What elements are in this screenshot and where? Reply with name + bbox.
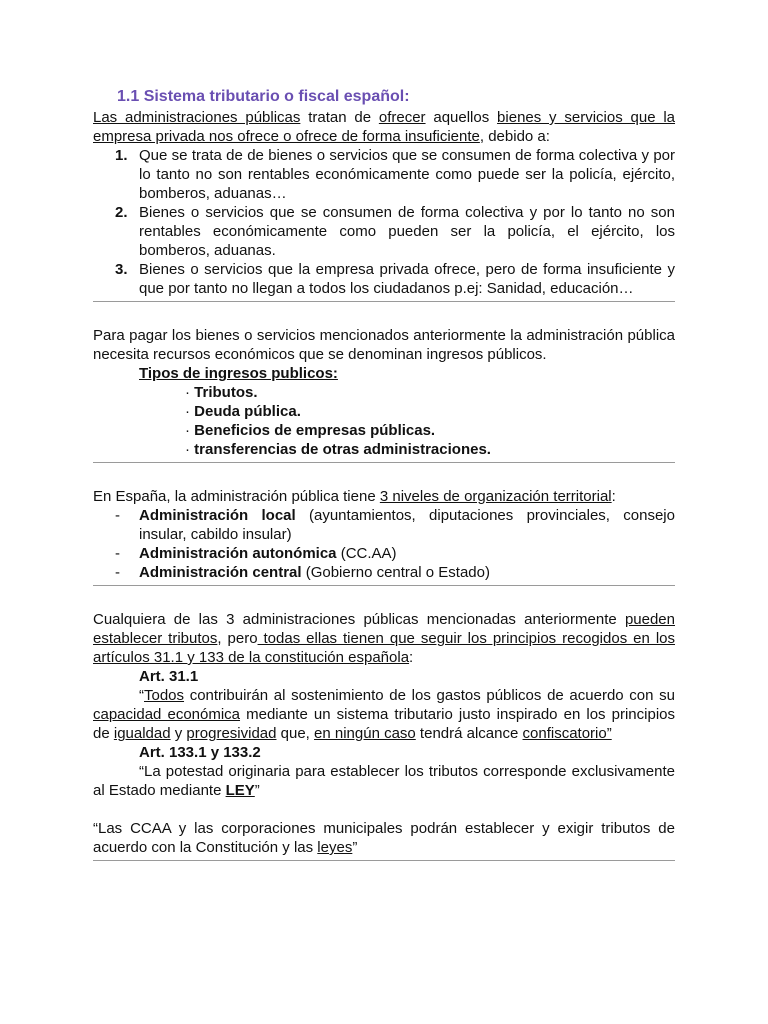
- cualquiera-underlined-principios: todas ellas tienen que seguir los principios recogidos en los artículos 31.1 y 133 de la constitución española: [93, 630, 675, 666]
- bullet-dot: ·: [185, 384, 195, 401]
- quote-text: mediante un sistema tributario justo inspirado en los principios de: [93, 706, 675, 742]
- dash-bullet: -: [115, 507, 120, 524]
- list-item-text: Deuda pública.: [194, 403, 301, 420]
- nivel-name: Administración autonómica: [139, 545, 337, 562]
- espana-underlined-niveles: 3 niveles de organización territorial: [379, 488, 612, 505]
- nivel-description: (ayuntamientos, diputaciones provinciales, consejo insular, cabildo insular): [139, 507, 675, 543]
- intro-text: , debido a:: [479, 128, 550, 145]
- underlined-ley: LEY: [225, 782, 255, 799]
- section-heading: 1.1 Sistema tributario o fiscal español:: [117, 88, 410, 105]
- intro-underlined-bienes: bienes y servicios que la empresa privada nos ofrece o ofrece de forma insuficiente: [93, 109, 676, 145]
- cualquiera-underlined-tributos: pueden establecer tributos: [93, 611, 675, 647]
- cualquiera-text: Cualquiera de las 3 administraciones públicas mencionadas anteriormente: [93, 611, 625, 628]
- article-title: Art. 31.1: [139, 668, 199, 685]
- list-item: [93, 544, 675, 563]
- list-item: [93, 421, 675, 440]
- intro-text: aquellos: [425, 109, 498, 126]
- quote-text: y: [170, 725, 187, 742]
- underlined-ningun-caso: en ningún caso: [314, 725, 416, 742]
- underlined-leyes: leyes: [317, 839, 353, 856]
- nivel-description: (CC.AA): [336, 545, 397, 562]
- nivel-name: Administración central: [139, 564, 302, 581]
- quote-text: “La potestad originaria para establecer los tributos corresponde exclusivamente al Estado mediante: [93, 763, 675, 799]
- section-divider: [93, 860, 675, 861]
- quote-text: “Las CCAA y las corporaciones municipales podrán establecer y exigir tributos de acuerdo con la Constitución y las: [93, 820, 675, 856]
- quote-mark: “: [139, 687, 144, 704]
- dash-bullet: -: [115, 545, 120, 562]
- espana-paragraph: [93, 487, 675, 506]
- article-133-quote-2: [93, 819, 675, 857]
- espana-text: En España, la administración pública tiene: [93, 488, 380, 505]
- list-item-text: Que se trata de de bienes o servicios que se consumen de forma colectiva y por lo tanto no son rentables económicamente como puede ser la policía, ejército, bomberos, aduanas…: [139, 147, 675, 202]
- quote-text: que,: [276, 725, 315, 742]
- list-item-text: Tributos.: [194, 384, 258, 401]
- list-number: 1.: [115, 147, 128, 164]
- list-item-text: Bienes o servicios que la empresa privada ofrece, pero de forma insuficiente y que por tanto no llegan a todos los ciudadanos p.ej: Sanidad, educación…: [139, 261, 675, 297]
- list-item: [93, 506, 675, 544]
- list-item-text: transferencias de otras administraciones.: [194, 441, 491, 458]
- quote-mark: ”: [254, 782, 260, 799]
- bullet-dot: ·: [185, 422, 195, 439]
- intro-underlined-ofrecer: ofrecer: [378, 109, 426, 126]
- cualquiera-text: :: [409, 649, 414, 666]
- bullet-dot: ·: [185, 403, 195, 420]
- document-body: [93, 86, 675, 861]
- list-item: [93, 383, 675, 402]
- cualquiera-text: , pero: [217, 630, 258, 647]
- list-item: [93, 563, 675, 582]
- underlined-igualdad: igualdad: [113, 725, 171, 742]
- list-item: [93, 440, 675, 459]
- reasons-list: [93, 146, 675, 298]
- article-title: Art. 133.1 y 133.2: [139, 744, 261, 761]
- article-31-quote: [93, 686, 675, 743]
- quote-mark: ”: [352, 839, 358, 856]
- nivel-description: (Gobierno central o Estado): [301, 564, 490, 581]
- underlined-capacidad: capacidad económica: [93, 706, 241, 723]
- espana-text: :: [611, 488, 616, 505]
- cualquiera-paragraph: [93, 610, 675, 667]
- intro-paragraph: [93, 108, 675, 146]
- bullet-dot: ·: [185, 441, 195, 458]
- list-item: [93, 402, 675, 421]
- ingresos-paragraph: Para pagar los bienes o servicios mencionados anteriormente la administración pública necesita recursos económicos que se denominan ingresos públicos.: [93, 327, 675, 363]
- list-item-text: Bienes o servicios que se consumen de forma colectiva y por lo tanto no son rentables económicamente como pueden ser la policía, el ejército, los bomberos, aduanas.: [139, 204, 675, 259]
- quote-text: tendrá alcance: [415, 725, 523, 742]
- niveles-list: [93, 506, 675, 582]
- quote-text: contribuirán al sostenimiento de los gastos públicos de acuerdo con su: [184, 687, 675, 704]
- article-133-quote: [93, 762, 675, 800]
- list-item: [93, 260, 675, 298]
- intro-underlined-administraciones: Las administraciones públicas: [93, 109, 301, 126]
- list-number: 2.: [115, 204, 128, 221]
- tipos-title: Tipos de ingresos publicos:: [139, 365, 338, 382]
- underlined-confiscatorio: confiscatorio”: [522, 725, 612, 742]
- list-item-text: Beneficios de empresas públicas.: [194, 422, 436, 439]
- intro-text: tratan de: [300, 109, 379, 126]
- list-number: 3.: [115, 261, 128, 278]
- nivel-name: Administración local: [139, 507, 296, 524]
- underlined-todos: Todos: [144, 687, 185, 704]
- dash-bullet: -: [115, 564, 120, 581]
- list-item: [93, 146, 675, 203]
- list-item: [93, 203, 675, 260]
- underlined-progresividad: progresividad: [186, 725, 277, 742]
